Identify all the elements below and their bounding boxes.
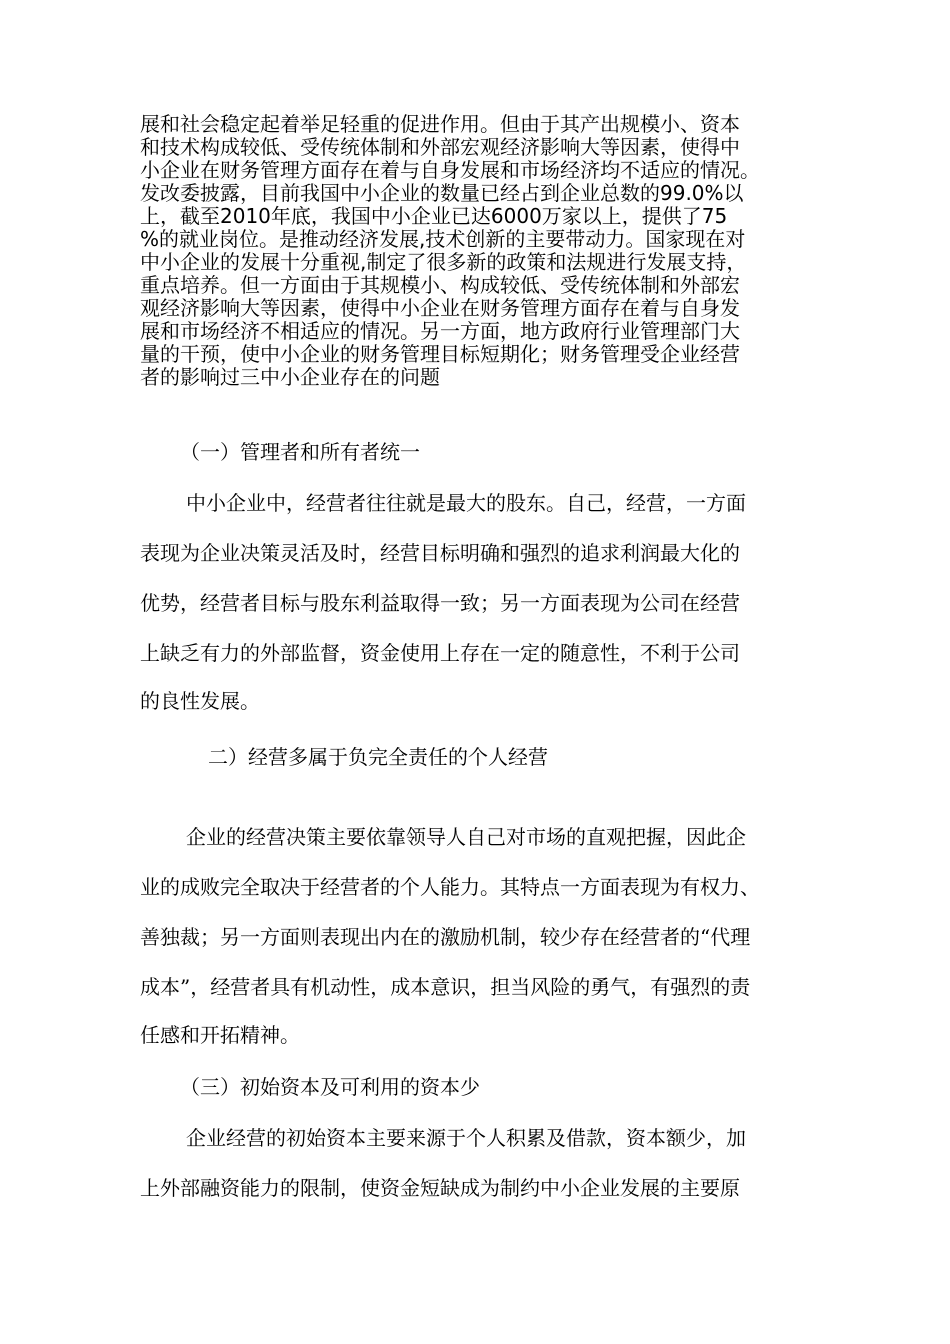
section-heading-2: 二）经营多属于负完全责任的个人经营 — [208, 745, 548, 769]
intro-line: 观经济影响大等因素，使得中小企业在财务管理方面存在着与自身发 — [140, 296, 740, 320]
section-2-line: 业的成败完全取决于经营者的个人能力。其特点一方面表现为有权力、 — [140, 875, 760, 899]
intro-line: 上，截至2010年底，我国中小企业已达6000万家以上，提供了75 — [140, 204, 728, 228]
section-1-line: 表现为企业决策灵活及时，经营目标明确和强烈的追求利润最大化的 — [140, 541, 740, 565]
intro-line: %的就业岗位。是推动经济发展,技术创新的主要带动力。国家现在对 — [140, 227, 746, 251]
section-2-line: 善独裁；另一方面则表现出内在的激励机制，较少存在经营者的“代理 — [140, 925, 751, 949]
section-2-line: 任感和开拓精神。 — [140, 1023, 300, 1047]
section-1-line: 优势，经营者目标与股东利益取得一致；另一方面表现为公司在经营 — [140, 591, 740, 615]
intro-line: 小企业在财务管理方面存在着与自身发展和市场经济均不适应的情况。 — [140, 158, 760, 182]
section-3-line: 上外部融资能力的限制，使资金短缺成为制约中小企业发展的主要原 — [140, 1176, 740, 1200]
section-heading-1: （一）管理者和所有者统一 — [180, 440, 420, 464]
section-1-line: 上缺乏有力的外部监督，资金使用上存在一定的随意性，不利于公司 — [140, 641, 740, 665]
intro-line: 中小企业的发展十分重视,制定了很多新的政策和法规进行发展支持， — [140, 250, 747, 274]
intro-line: 者的影响过三中小企业存在的问题 — [140, 365, 440, 389]
intro-line: 量的干预，使中小企业的财务管理目标短期化；财务管理受企业经营 — [140, 342, 740, 366]
section-2-line: 企业的经营决策主要依靠领导人自己对市场的直观把握，因此企 — [186, 825, 746, 849]
intro-line: 展和社会稳定起着举足轻重的促进作用。但由于其产出规模小、资本 — [140, 112, 740, 136]
intro-line: 重点培养。但一方面由于其规模小、构成较低、受传统体制和外部宏 — [140, 273, 740, 297]
section-1-line: 中小企业中，经营者往往就是最大的股东。自己，经营，一方面 — [186, 491, 746, 515]
section-1-line: 的良性发展。 — [140, 689, 260, 713]
section-2-line: 成本”，经营者具有机动性，成本意识，担当风险的勇气，有强烈的责 — [140, 975, 751, 999]
intro-line: 发改委披露，目前我国中小企业的数量已经占到企业总数的99.0%以 — [140, 181, 744, 205]
section-3-line: 企业经营的初始资本主要来源于个人积累及借款，资本额少，加 — [186, 1126, 746, 1150]
section-heading-3: （三）初始资本及可利用的资本少 — [180, 1075, 480, 1099]
intro-line: 和技术构成较低、受传统体制和外部宏观经济影响大等因素，使得中 — [140, 135, 740, 159]
intro-line: 展和市场经济不相适应的情况。另一方面，地方政府行业管理部门大 — [140, 319, 740, 343]
